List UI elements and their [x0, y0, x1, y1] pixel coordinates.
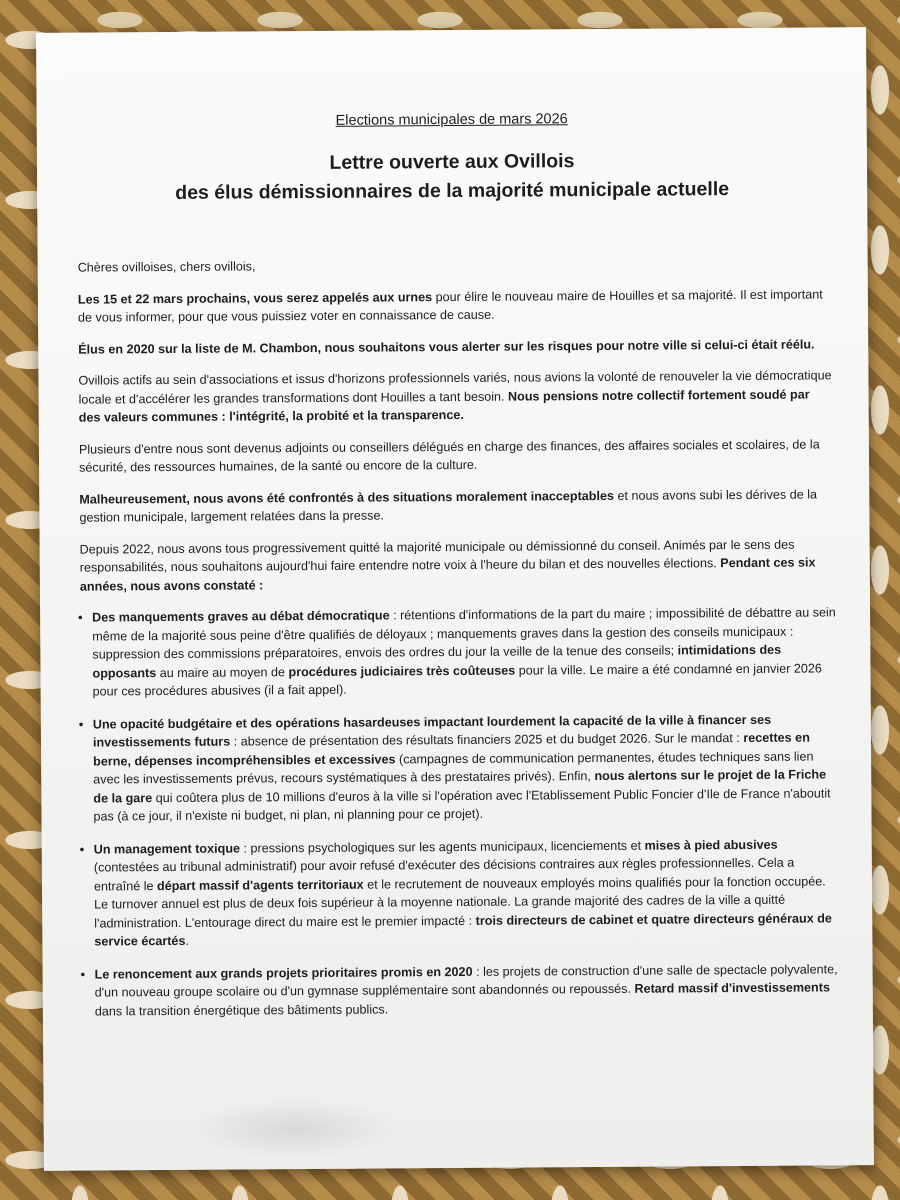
paragraph-2	[78, 335, 834, 359]
finding-item-management	[86, 835, 839, 951]
b1-b2: recettes en berne, dépenses incompréhensibles et excessives	[93, 730, 810, 769]
b2-t1: : pressions psychologiques sur les agents municipaux, licenciements et	[239, 838, 645, 856]
letter-sheet	[36, 27, 874, 1171]
p3-text: Ovillois actifs au sein d'associations et issus d'horizons professionnels variés, nous avions la volonté de renouveler la vie démocratique locale et d'accélérer les grandes transformations dont Houilles a tant besoin.	[78, 368, 832, 407]
b3-b1: Le renoncement aux grands projets prioritaires promis en 2020	[94, 964, 473, 982]
p1-bold: Les 15 et 22 mars prochains, vous serez appelés aux urnes	[77, 289, 433, 307]
b3-b2: Retard massif d'investissements	[634, 980, 830, 996]
paragraph-1	[78, 285, 834, 327]
b2-t3: et le recrutement de nouveaux employés moins qualifiés pour la fonction occupée. Le turnover annuel est plus de deux fois supérieur à la moyenne nationale. La grande majorité des cadres de la ville a quitté l'administration. L'entourage direct du maire est le premier impacté :	[94, 873, 826, 931]
b3-t1: : les projets de construction d'une salle de spectacle polyvalente, d'un nouveau groupe scolaire ou d'un gymnase supplémentaire sont abandonnés ou repoussés.	[94, 961, 838, 1000]
letter-kicker: Elections municipales de mars 2026	[335, 111, 568, 129]
p6-text: Depuis 2022, nous avons tous progressivement quitté la majorité municipale ou démissionné du conseil. Animés par le sens des responsabilités, nous souhaitons aujourd'hui faire entendre notre voix à l'heure du bilan et des nouvelles élections.	[79, 537, 795, 575]
paragraph-3	[78, 366, 834, 427]
b3-t2: dans la transition énergétique des bâtiments publics.	[94, 1001, 389, 1019]
finding-item-democratic-debate	[84, 603, 837, 701]
b0-b2: intimidations des opposants	[92, 642, 782, 681]
b2-t4: .	[185, 933, 189, 948]
p3-bold: Nous pensions notre collectif fortement soudé par des valeurs communes : l'intégrité, la probité et la transparence.	[78, 387, 810, 425]
findings-list	[80, 603, 839, 1020]
b0-t2: au maire au moyen de	[156, 664, 289, 680]
title-line-2: des élus démissionnaires de la majorité municipale actuelle	[175, 178, 730, 204]
b1-b3: nous alertons sur le projet de la Friche de la gare	[93, 767, 827, 806]
finding-item-budget	[85, 710, 838, 826]
paper-smudge	[183, 1098, 403, 1160]
b1-t3: qui coûtera plus de 10 millions d'euros à la ville si l'opération avec l'Etablissement Public Foncier d'Ile de France n'aboutit pas (à ce jour, il n'existe ni budget, ni plan, ni planning pour ce projet).	[93, 785, 831, 824]
b2-t2: (contestées au tribunal administratif) pour avoir refusé d'exécuter des décisions contraires aux règles professionnelles. Cela a entraîné le	[93, 855, 795, 894]
paragraph-5	[79, 485, 835, 527]
letter-title	[37, 145, 867, 209]
letter-body	[78, 253, 839, 1034]
b0-t1: : rétentions d'informations de la part du maire ; impossibilité de débattre au sein même de la majorité sous peine d'être qualifiés de déloyaux ; manquements graves dans la gestion des conseils municipaux : suppression des commissions préparatoires, envois des ordres du jour la veille de la tenue des conseils;	[92, 605, 836, 662]
b1-t2: (campagnes de communication permanentes, études techniques sans lien avec les investissements prévus, recours systématiques à des prestataires privés). Enfin,	[93, 749, 814, 787]
p4-text: Plusieurs d'entre nous sont devenus adjoints ou conseillers délégués en charge des finances, des affaires sociales et scolaires, de la sécurité, des ressources humaines, de la santé ou encore de la culture.	[78, 436, 820, 475]
paragraph-6	[80, 535, 836, 596]
b2-b1: Un management toxique	[93, 841, 241, 857]
salutation: Chères ovilloises, chers ovillois,	[77, 259, 256, 275]
p5-bold: Malheureusement, nous avons été confrontés à des situations moralement inacceptables	[79, 488, 615, 507]
b0-b3: procédures judiciaires très coûteuses	[288, 663, 516, 679]
b1-t1: : absence de présentation des résultats financiers 2025 et du budget 2026. Sur le mandat :	[230, 730, 744, 749]
b0-t3: pour la ville. Le maire a été condamné en janvier 2026 pour ces procédures abusives (il a fait appel).	[92, 660, 822, 699]
finding-item-projects	[87, 960, 839, 1021]
b1-b1: Une opacité budgétaire et des opérations hasardeuses impactant lourdement la capacité de la ville à financer ses investissements futurs	[92, 712, 772, 750]
p5-text: et nous avons subi les dérives de la gestion municipale, largement relatées dans la presse.	[79, 486, 818, 525]
b2-b3: départ massif d'agents territoriaux	[156, 877, 364, 893]
b2-b4: trois directeurs de cabinet et quatre directeurs généraux de service écartés	[94, 910, 832, 949]
paragraph-4	[79, 435, 835, 477]
title-line-1: Lettre ouverte aux Ovillois	[329, 150, 575, 174]
b2-b2: mises à pied abusives	[644, 837, 778, 853]
p2-bold: Élus en 2020 sur la liste de M. Chambon, nous souhaitons vous alerter sur les risques pour notre ville si celui-ci était réélu.	[78, 336, 815, 357]
p6-bold: Pendant ces six années, nous avons constaté :	[79, 555, 816, 594]
b0-b1: Des manquements graves au débat démocratique	[92, 608, 390, 625]
p1-text: pour élire le nouveau maire de Houilles et sa majorité. Il est important de vous informer, pour que vous puissiez voter en connaissance de cause.	[77, 286, 823, 325]
